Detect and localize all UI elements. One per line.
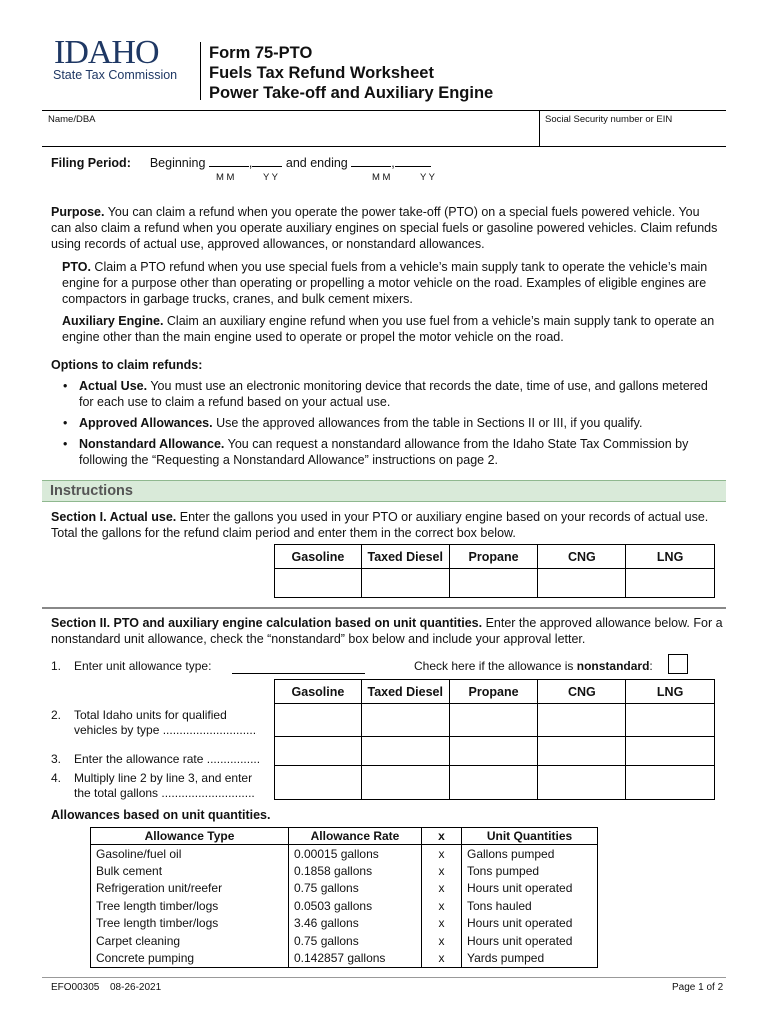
section-1-paragraph <box>51 509 723 541</box>
section-divider <box>42 607 726 609</box>
aux-heading: Auxiliary Engine. <box>62 314 164 328</box>
s1-lng-input[interactable] <box>626 569 715 598</box>
l2-taxed-diesel-input[interactable] <box>361 704 449 737</box>
end-mm-hint: M M <box>372 172 391 183</box>
unit-quantity: Tons pumped <box>467 863 540 878</box>
allowances-heading: Allowances based on unit quantities. <box>51 808 271 822</box>
purpose-paragraph <box>51 204 723 252</box>
unit-quantity: Gallons pumped <box>467 846 555 861</box>
purpose-heading: Purpose. <box>51 205 105 219</box>
col-propane: Propane <box>449 545 538 569</box>
allowance-rate: 0.75 gallons <box>289 932 422 950</box>
idaho-logo: IDAHO <box>54 34 159 71</box>
pto-text: Claim a PTO refund when you use special fuels from a vehicle’s main supply tank to operate the vehicle’s main engine for a purpose other than operating or propelling a motor vehicle on the road. Examples of eligible engines are compactors in garbage trucks, cranes, and bulk cement mixers. <box>62 260 708 306</box>
section-2-heading: Section II. PTO and auxiliary engine calculation based on unit quantities. <box>51 616 483 630</box>
unit-quantity: Hours unit operated <box>467 916 573 931</box>
table-row <box>91 950 598 968</box>
section-2-paragraph <box>51 615 723 647</box>
col-gasoline: Gasoline <box>275 545 362 569</box>
l3-lng-input[interactable] <box>626 737 715 766</box>
section-2-table <box>274 679 715 800</box>
name-input[interactable] <box>48 126 536 144</box>
multiply-sign: x <box>422 950 462 968</box>
allowance-type: Carpet cleaning <box>91 932 289 950</box>
s1-taxed-diesel-input[interactable] <box>361 569 449 598</box>
multiply-sign: x <box>422 862 462 880</box>
aux-paragraph <box>62 313 722 345</box>
table-row <box>91 915 598 933</box>
option-approved-allowances <box>51 415 723 431</box>
l2-propane-input[interactable] <box>449 704 538 737</box>
instructions-bar <box>42 480 726 502</box>
option-text: You can request a nonstandard allowance from the Idaho State Tax Commission by following the “Requesting a Nonstandard Allowance” instructions on page 2. <box>79 437 689 467</box>
field-divider <box>539 110 540 146</box>
table-row <box>91 932 598 950</box>
options-heading: Options to claim refunds: <box>51 358 203 372</box>
l4-propane-input[interactable] <box>449 766 538 800</box>
col-taxed-diesel: Taxed Diesel <box>361 680 449 704</box>
filing-period-row <box>51 155 431 170</box>
page-number: Page 1 of 2 <box>672 982 724 993</box>
allowance-rate: 0.0503 gallons <box>289 897 422 915</box>
allowance-type: Tree length timber/logs <box>91 897 289 915</box>
check-bold: nonstandard <box>576 659 650 673</box>
l3-cng-input[interactable] <box>538 737 626 766</box>
logo-subtitle: State Tax Commission <box>53 68 178 82</box>
form-date: 08-26-2021 <box>110 982 162 993</box>
pto-heading: PTO. <box>62 260 91 274</box>
section-1-heading: Section I. Actual use. <box>51 510 177 524</box>
table-row <box>91 897 598 915</box>
option-text: You must use an electronic monitoring device that records the date, time of use, and gallons metered for each use to claim a refund based on your actual use. <box>79 379 708 409</box>
beginning-label: Beginning <box>149 156 206 170</box>
l3-gasoline-input[interactable] <box>275 737 362 766</box>
options-list <box>51 378 723 473</box>
line-2-label: Total Idaho units for qualified vehicles by type ............................ <box>74 708 257 737</box>
option-bold: Approved Allowances. <box>79 416 213 430</box>
end-comma: , <box>391 156 395 170</box>
l3-taxed-diesel-input[interactable] <box>361 737 449 766</box>
allowance-type: Tree length timber/logs <box>91 915 289 933</box>
col-taxed-diesel: Taxed Diesel <box>361 545 449 569</box>
end-month-input[interactable] <box>351 155 391 167</box>
pto-paragraph <box>62 259 722 307</box>
begin-year-input[interactable] <box>252 155 282 167</box>
end-yy-hint: Y Y <box>420 172 435 183</box>
col-cng: CNG <box>538 545 626 569</box>
nonstandard-checkbox[interactable] <box>668 654 688 674</box>
col-lng: LNG <box>626 545 715 569</box>
purpose-text: You can claim a refund when you operate the power take-off (PTO) on a special fuels powered vehicle. You can also claim a refund when you operate auxiliary engines on special fuels or gasoline powered vehicles. Claim refunds using records of actual use, approved allowances, or nonstandard allowances. <box>51 205 718 251</box>
multiply-sign: x <box>422 932 462 950</box>
s1-gasoline-input[interactable] <box>275 569 362 598</box>
option-bold: Nonstandard Allowance. <box>79 437 225 451</box>
filing-period-label: Filing Period: <box>51 156 131 170</box>
top-rule <box>42 110 726 111</box>
table-row <box>91 880 598 898</box>
allowance-rate: 0.00015 gallons <box>289 845 422 863</box>
begin-mm-hint: M M <box>216 172 235 183</box>
col-cng: CNG <box>538 680 626 704</box>
l4-cng-input[interactable] <box>538 766 626 800</box>
and-ending-label: and ending <box>285 156 348 170</box>
l3-propane-input[interactable] <box>449 737 538 766</box>
allowance-type: Gasoline/fuel oil <box>91 845 289 863</box>
col-lng: LNG <box>626 680 715 704</box>
line-4-number: 4. <box>51 771 62 785</box>
allowance-rate: 0.142857 gallons <box>289 950 422 968</box>
form-title <box>209 43 493 103</box>
section-2-text: Enter the approved allowance below. For a nonstandard unit allowance, check the “nonstandard” box below and include your approval letter. <box>51 616 723 646</box>
option-bold: Actual Use. <box>79 379 148 393</box>
name-label: Name/DBA <box>48 114 96 125</box>
unit-quantity: Yards pumped <box>467 951 545 965</box>
multiply-sign: x <box>422 845 462 863</box>
section-1-text: Enter the gallons you used in your PTO or auxiliary engine based on your records of actual use. Total the gallons for the refund claim period and enter them in the correct box below. <box>51 510 709 540</box>
ssn-input[interactable] <box>545 126 721 144</box>
begin-yy-hint: Y Y <box>263 172 278 183</box>
unit-quantities-header: Unit Quantities <box>462 828 598 845</box>
form-title-line2: Power Take-off and Auxiliary Engine <box>209 84 494 102</box>
header-divider <box>200 42 201 100</box>
allowance-rate: 3.46 gallons <box>289 915 422 933</box>
s1-propane-input[interactable] <box>449 569 538 598</box>
allowance-type: Concrete pumping <box>91 950 289 968</box>
s1-cng-input[interactable] <box>538 569 626 598</box>
multiply-sign: x <box>422 880 462 898</box>
check-suffix: : <box>649 659 653 673</box>
option-actual-use <box>51 378 723 410</box>
form-number: Form 75-PTO <box>209 44 313 62</box>
fields-rule <box>42 146 726 147</box>
allowance-type: Refrigeration unit/reefer <box>91 880 289 898</box>
section-1-table <box>274 544 715 598</box>
allowance-rate-header: Allowance Rate <box>289 828 422 845</box>
unit-quantity: Hours unit operated <box>467 933 573 948</box>
allowance-type-header: Allowance Type <box>91 828 289 845</box>
l4-taxed-diesel-input[interactable] <box>361 766 449 800</box>
option-nonstandard-allowance <box>51 436 723 468</box>
nonstandard-label <box>414 659 653 673</box>
l4-lng-input[interactable] <box>626 766 715 800</box>
l2-cng-input[interactable] <box>538 704 626 737</box>
allowance-type: Bulk cement <box>91 862 289 880</box>
form-code: EFO00305 <box>51 982 100 993</box>
ssn-label: Social Security number or EIN <box>545 114 673 125</box>
col-propane: Propane <box>449 680 538 704</box>
allowance-rate: 0.1858 gallons <box>289 862 422 880</box>
table-row <box>91 862 598 880</box>
l4-gasoline-input[interactable] <box>275 766 362 800</box>
option-text: Use the approved allowances from the table in Sections II or III, if you qualify. <box>212 416 643 430</box>
instructions-heading: Instructions <box>50 483 133 499</box>
allowances-table <box>90 827 598 968</box>
line-2-number: 2. <box>51 708 62 722</box>
table-row <box>91 845 598 863</box>
multiply-sign: x <box>422 897 462 915</box>
line-3-number: 3. <box>51 752 62 766</box>
line-1-label: Enter unit allowance type: <box>74 659 212 673</box>
multiply-header: x <box>422 828 462 845</box>
unit-quantity: Tons hauled <box>467 898 532 913</box>
l2-lng-input[interactable] <box>626 704 715 737</box>
line-3-label: Enter the allowance rate ................ <box>74 752 261 766</box>
begin-month-input[interactable] <box>209 155 249 167</box>
unit-allowance-type-input[interactable] <box>232 673 365 674</box>
allowance-rate: 0.75 gallons <box>289 880 422 898</box>
aux-text: Claim an auxiliary engine refund when you use fuel from a vehicle’s main supply tank to operate an engine other than the main engine used to operate or propel the motor vehicle on the road. <box>62 314 715 344</box>
footer-rule <box>42 977 726 978</box>
col-gasoline: Gasoline <box>275 680 362 704</box>
form-title-line1: Fuels Tax Refund Worksheet <box>209 64 434 82</box>
unit-quantity: Hours unit operated <box>467 881 573 896</box>
line-4-label: Multiply line 2 by line 3, and enter the total gallons ............................ <box>74 771 255 800</box>
begin-comma: , <box>248 156 253 170</box>
line-1-number: 1. <box>51 659 62 673</box>
end-year-input[interactable] <box>395 155 431 167</box>
l2-gasoline-input[interactable] <box>275 704 362 737</box>
multiply-sign: x <box>422 915 462 933</box>
check-prefix: Check here if the allowance is <box>414 659 577 673</box>
